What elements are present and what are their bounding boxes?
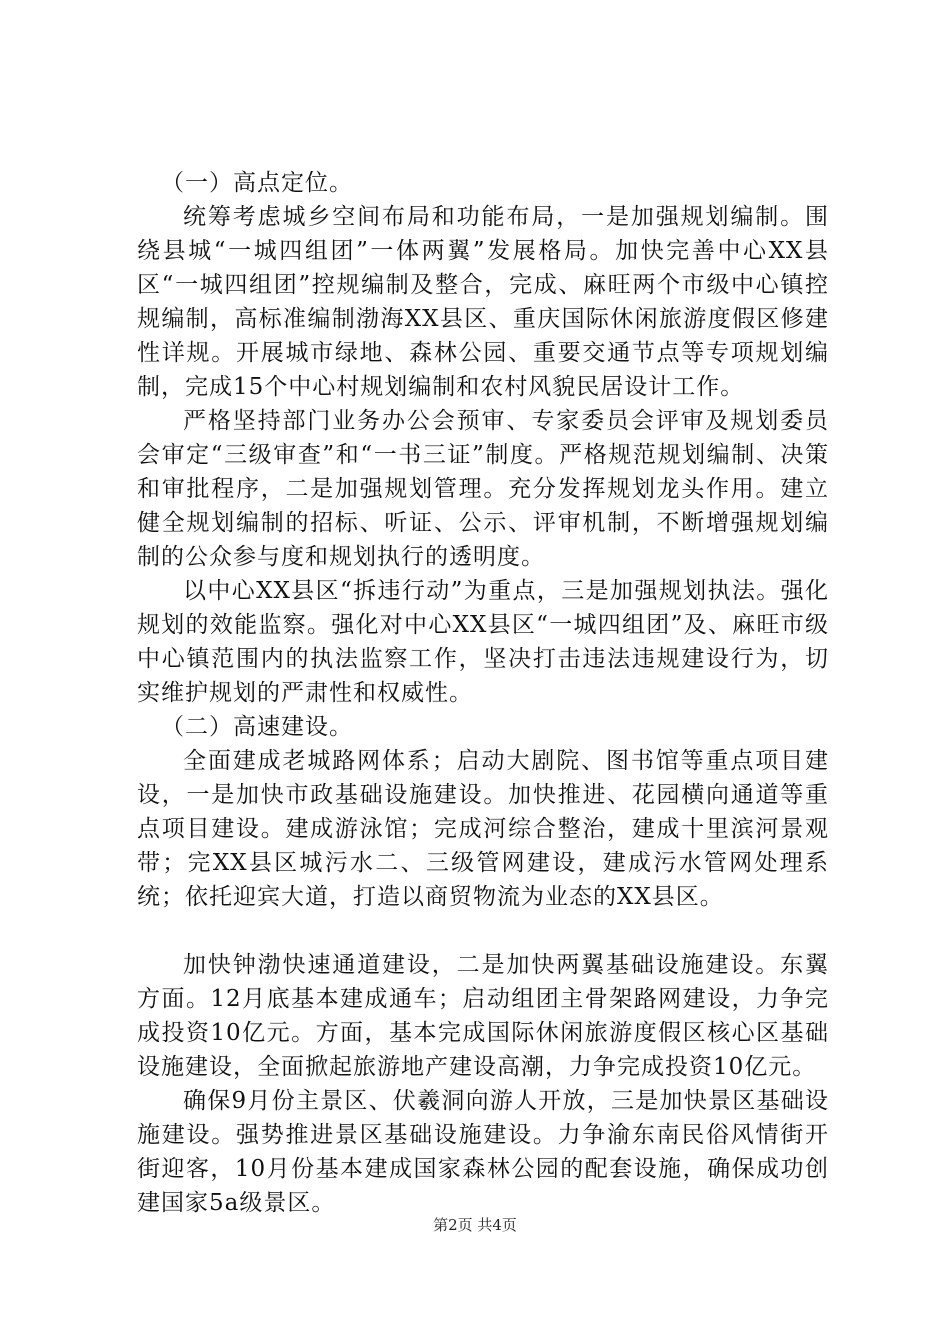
page-number-footer: 第2页 共4页 xyxy=(433,1216,517,1234)
blank-line xyxy=(137,914,829,948)
paragraph-municipal-infrastructure: 全面建成老城路网体系；启动大剧院、图书馆等重点项目建设，一是加快市政基础设施建设。加快推进、花园横向通道等重点项目建设。建成游泳馆；完成河综合整治，建成十里滨河景观带；完XX县区城污水二、三级管网建设，建成污水管网处理系统；依托迎宾大道，打造以商贸物流为业态的XX县区。 xyxy=(137,748,829,910)
document-body xyxy=(137,166,829,1220)
section-heading-1: （一）高点定位。 xyxy=(161,170,353,196)
paragraph-planning-enforcement: 以中心XX县区“拆违行动”为重点，三是加强规划执法。强化规划的效能监察。强化对中心XX县区“一城四组团”及、麻旺市级中心镇范围内的执法监察工作，坚决打击违法违规建设行为，切实维护规划的严肃性和权威性。 xyxy=(137,578,829,706)
paragraph-planning-compilation: 统筹考虑城乡空间布局和功能布局，一是加强规划编制。围绕县城“一城四组团”一体两翼”发展格局。加快完善中心XX县区“一城四组团”控规编制及整合，完成、麻旺两个市级中心镇控规编制，高标准编制渤海XX县区、重庆国际休闲旅游度假区修建性详规。开展城市绿地、森林公园、重要交通节点等专项规划编制，完成15个中心村规划编制和农村风貌民居设计工作。 xyxy=(137,204,829,400)
section-heading-2: （二）高速建设。 xyxy=(161,714,353,740)
paragraph-two-wings-infrastructure: 加快钟渤快速通道建设，二是加快两翼基础设施建设。东翼方面。12月底基本建成通车；启动组团主骨架路网建设，力争完成投资10亿元。方面，基本完成国际休闲旅游度假区核心区基础设施建设，全面掀起旅游地产建设高潮，力争完成投资10亿元。 xyxy=(137,952,829,1080)
paragraph-planning-management: 严格坚持部门业务办公会预审、专家委员会评审及规划委员会审定“三级审查”和“一书三证”制度。严格规范规划编制、决策和审批程序，二是加强规划管理。充分发挥规划龙头作用。建立健全规划编制的招标、听证、公示、评审机制，不断增强规划编制的公众参与度和规划执行的透明度。 xyxy=(137,408,829,570)
paragraph-scenic-infrastructure: 确保9月份主景区、伏羲洞向游人开放，三是加快景区基础设施建设。强势推进景区基础设施建设。力争渝东南民俗风情街开街迎客，10月份基本建成国家森林公园的配套设施，确保成功创建国家5a级景区。 xyxy=(137,1088,829,1216)
